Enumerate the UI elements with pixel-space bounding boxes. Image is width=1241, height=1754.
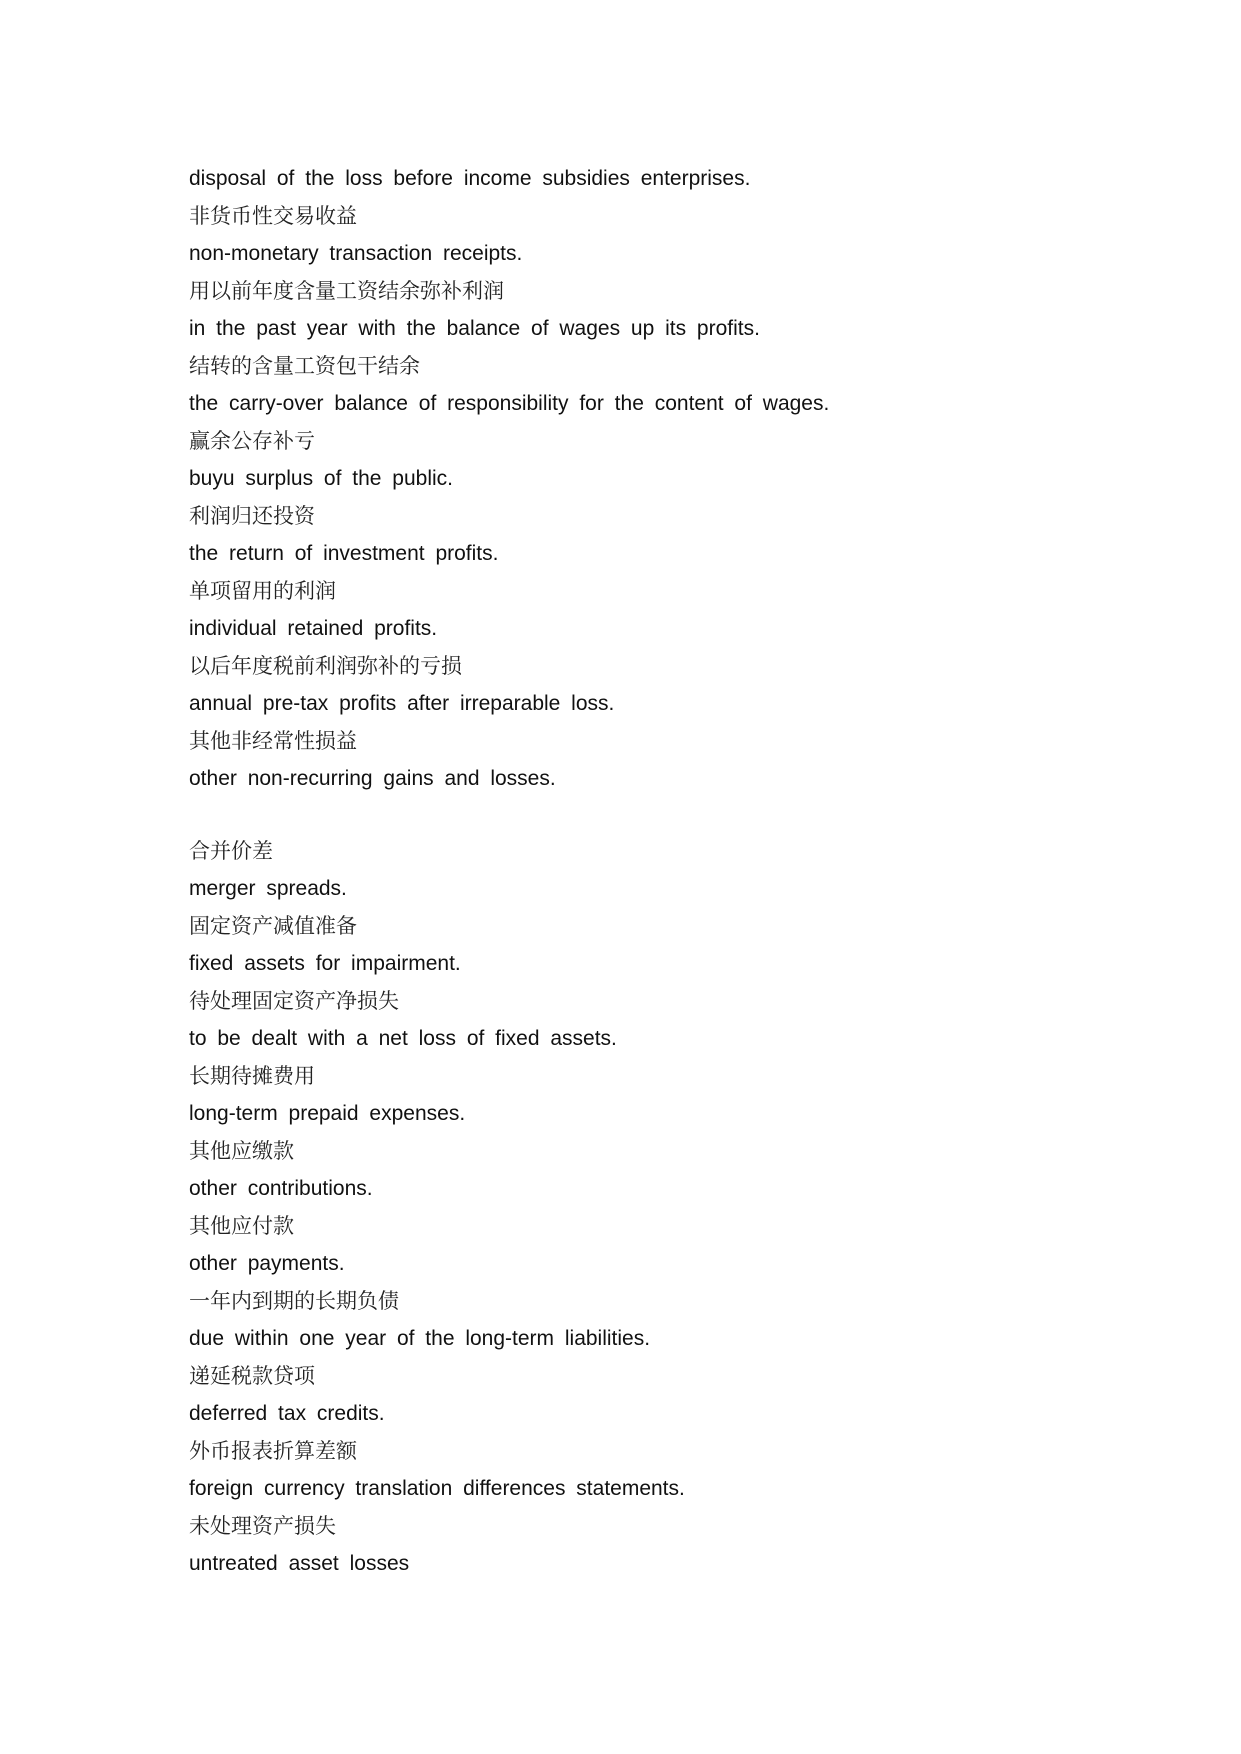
term-zh: 赢余公存补亏 [189, 429, 315, 453]
term-en: annual pre-tax profits after irreparable loss. [189, 692, 615, 715]
term-en: to be dealt with a net loss of fixed assets. [189, 1027, 617, 1050]
term-zh: 其他应付款 [189, 1214, 294, 1238]
term-en: deferred tax credits. [189, 1402, 385, 1425]
term-zh: 利润归还投资 [189, 504, 315, 528]
term-zh: 外币报表折算差额 [189, 1439, 357, 1463]
term-en: foreign currency translation differences statements. [189, 1477, 685, 1500]
term-zh: 其他非经常性损益 [189, 729, 357, 753]
term-en: fixed assets for impairment. [189, 952, 461, 975]
term-zh: 合并价差 [189, 839, 273, 863]
term-en: long-term prepaid expenses. [189, 1102, 466, 1125]
term-zh: 单项留用的利润 [189, 579, 336, 603]
term-zh: 未处理资产损失 [189, 1514, 336, 1538]
term-zh: 固定资产减值准备 [189, 914, 357, 938]
term-zh: 其他应缴款 [189, 1139, 294, 1163]
term-en: merger spreads. [189, 877, 347, 900]
term-en: non-monetary transaction receipts. [189, 242, 523, 265]
term-zh: 递延税款贷项 [189, 1364, 315, 1388]
term-zh: 以后年度税前利润弥补的亏损 [189, 654, 462, 678]
term-zh: 结转的含量工资包干结余 [189, 354, 420, 378]
term-zh: 一年内到期的长期负债 [189, 1289, 399, 1313]
term-zh: 待处理固定资产净损失 [189, 989, 399, 1013]
section-spacer [189, 798, 1189, 833]
glossary-section-1 [189, 160, 1189, 798]
term-en: the carry-over balance of responsibility for the content of wages. [189, 392, 830, 415]
term-en: the return of investment profits. [189, 542, 499, 565]
term-zh: 非货币性交易收益 [189, 204, 357, 228]
term-en: buyu surplus of the public. [189, 467, 453, 490]
term-en: other payments. [189, 1252, 345, 1275]
term-en: due within one year of the long-term liabilities. [189, 1327, 651, 1350]
glossary-section-2 [189, 833, 1189, 1583]
document-page [189, 160, 1189, 1583]
term-en: individual retained profits. [189, 617, 438, 640]
term-en: in the past year with the balance of wages up its profits. [189, 317, 760, 340]
term-en: other contributions. [189, 1177, 373, 1200]
term-zh: 用以前年度含量工资结余弥补利润 [189, 279, 504, 303]
term-en: untreated asset losses [189, 1552, 410, 1575]
lead-line-en: disposal of the loss before income subsidies enterprises. [189, 167, 751, 190]
term-zh: 长期待摊费用 [189, 1064, 315, 1088]
term-en: other non-recurring gains and losses. [189, 767, 556, 790]
